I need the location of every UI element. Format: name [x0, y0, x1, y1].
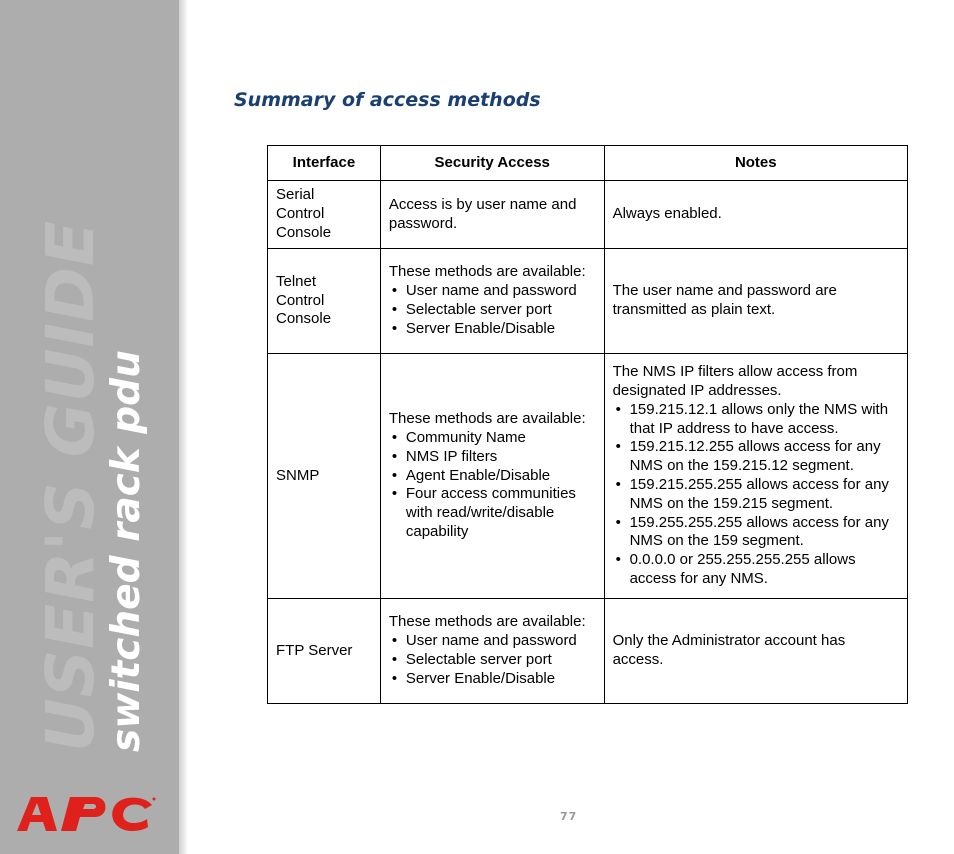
list-item: • 159.215.255.255 allows access for any NMS on the 159.215 segment.: [613, 476, 899, 514]
notes-intro: Only the Administrator account has access.: [612, 632, 846, 668]
sidebar-shadow: [179, 0, 188, 854]
notes-intro: The user name and password are transmitted as plain text.: [612, 282, 837, 318]
interface-cell: [268, 249, 381, 354]
interface-line: SNMP: [276, 466, 320, 484]
apc-logo: [17, 795, 157, 835]
notes-bullet-list: [613, 401, 899, 589]
table-row-snmp: [268, 354, 908, 599]
notes-cell: [604, 249, 907, 354]
security-access-cell: [380, 599, 604, 704]
interface-line: Control: [276, 291, 325, 309]
list-item: • Agent Enable/Disable: [389, 467, 596, 486]
column-header-notes: Notes: [604, 146, 907, 181]
list-item: • User name and password: [389, 632, 596, 651]
table-header-row: [268, 146, 908, 181]
interface-cell: [268, 599, 381, 704]
access-intro: Access is by user name and password.: [388, 195, 577, 232]
access-bullet-list: [389, 282, 596, 338]
security-access-cell: [380, 249, 604, 354]
list-item: • 159.215.12.255 allows access for any NMS on the 159.215.12 segment.: [613, 438, 899, 476]
list-item: • 159.255.255.255 allows access for any NMS on the 159 segment.: [613, 514, 899, 552]
list-item: • 0.0.0.0 or 255.255.255.255 allows access for any NMS.: [613, 551, 899, 589]
interface-line: Console: [276, 310, 332, 328]
interface-line: Console: [276, 223, 332, 241]
security-access-cell: [380, 181, 604, 249]
interface-line: Control: [276, 205, 325, 223]
table-row-serial: [268, 181, 908, 249]
list-item: • NMS IP filters: [389, 448, 596, 467]
table-row-ftp: [268, 599, 908, 704]
table-row-telnet: [268, 249, 908, 354]
page-number: 77: [560, 810, 578, 823]
access-bullet-list: [389, 632, 596, 688]
interface-cell: [268, 181, 381, 249]
security-access-cell: [380, 354, 604, 599]
access-intro: These methods are available:: [388, 263, 586, 281]
list-item: • Four access communities with read/write/disable capability: [389, 485, 596, 541]
apc-logo-mark: [17, 797, 156, 831]
notes-intro: Always enabled.: [612, 205, 722, 223]
list-item: • Server Enable/Disable: [389, 670, 596, 689]
notes-cell: [604, 354, 907, 599]
interface-line: Serial: [276, 186, 315, 204]
list-item: • 159.215.12.1 allows only the NMS with that IP address to have access.: [613, 401, 899, 439]
list-item: • Selectable server port: [389, 301, 596, 320]
list-item: • User name and password: [389, 282, 596, 301]
interface-line: Telnet: [276, 272, 317, 290]
notes-cell: [604, 599, 907, 704]
sidebar-subtitle: switched rack pdu: [104, 350, 149, 752]
list-item: • Server Enable/Disable: [389, 320, 596, 339]
access-intro: These methods are available:: [388, 410, 586, 428]
column-header-security-access: Security Access: [380, 146, 604, 181]
access-intro: These methods are available:: [388, 613, 586, 631]
interface-cell: [268, 354, 381, 599]
access-bullet-list: [389, 429, 596, 542]
notes-intro: The NMS IP filters allow access from designated IP addresses.: [612, 363, 858, 400]
notes-cell: [604, 181, 907, 249]
column-header-interface: Interface: [268, 146, 381, 181]
sidebar-title: USER'S GUIDE: [32, 220, 109, 752]
access-methods-table: [267, 145, 908, 704]
list-item: • Selectable server port: [389, 651, 596, 670]
interface-line: FTP Server: [276, 641, 353, 659]
list-item: • Community Name: [389, 429, 596, 448]
section-heading: Summary of access methods: [234, 89, 541, 111]
